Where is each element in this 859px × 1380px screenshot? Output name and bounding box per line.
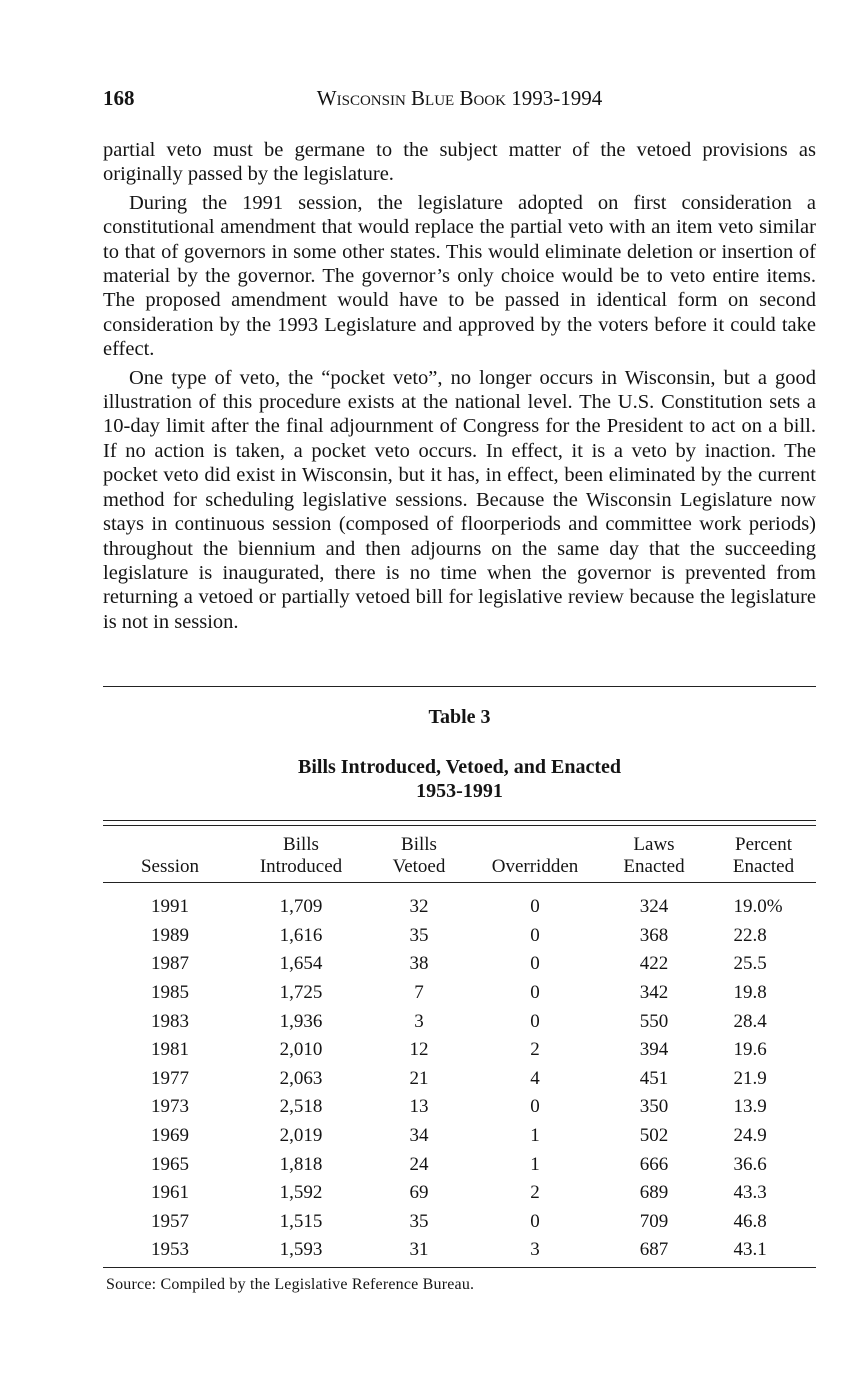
cell-session: 1973 — [151, 1096, 189, 1118]
cell-enacted: 350 — [639, 1096, 669, 1118]
cell-session: 1977 — [151, 1067, 189, 1089]
table-row — [103, 1065, 816, 1094]
cell-introduced: 1,818 — [279, 1153, 323, 1175]
cell-session: 1961 — [151, 1182, 189, 1204]
cell-overridden: 0 — [530, 1010, 540, 1032]
table-row — [103, 950, 816, 979]
cell-percent: 21.9 — [733, 1067, 767, 1089]
cell-overridden: 0 — [530, 924, 540, 946]
cell-introduced: 2,518 — [279, 1096, 323, 1118]
cell-enacted: 709 — [639, 1210, 669, 1232]
cell-introduced: 1,592 — [279, 1182, 323, 1204]
cell-overridden: 2 — [530, 1182, 540, 1204]
cell-enacted: 687 — [639, 1239, 669, 1261]
table-row — [103, 1150, 816, 1179]
table-row — [103, 979, 816, 1008]
cell-vetoed: 35 — [409, 1210, 429, 1232]
cell-session: 1981 — [151, 1039, 189, 1061]
cell-vetoed: 69 — [409, 1182, 429, 1204]
cell-introduced: 1,654 — [279, 953, 323, 975]
cell-enacted: 324 — [639, 896, 669, 918]
bills-table — [103, 834, 816, 1265]
table-body — [103, 883, 816, 1265]
cell-percent: 19.8 — [733, 982, 767, 1004]
table-title-block — [103, 755, 816, 803]
cell-vetoed: 24 — [409, 1153, 429, 1175]
table-row — [103, 1093, 816, 1122]
table-title: Bills Introduced, Vetoed, and Enacted — [297, 756, 622, 778]
cell-vetoed: 32 — [409, 896, 429, 918]
paragraph-amendment: During the 1991 session, the legislature adopted on first consideration a constitutional amendment that would replace the partial veto with an item veto similar to that of governors in some other states. This would eliminate deletion or insertion of material by the governor. The governor’s only choice would be to veto entire items. The proposed amendment would have to be passed in identical form on second consideration by the 1993 Legislature and approved by the voters before it could take effect. — [103, 191, 816, 361]
header-laws-enacted: Laws Enacted — [623, 834, 685, 877]
cell-enacted: 502 — [639, 1125, 669, 1147]
page-number: 168 — [103, 86, 135, 110]
cell-overridden: 0 — [530, 1096, 540, 1118]
cell-enacted: 368 — [639, 924, 669, 946]
cell-percent: 25.5 — [733, 953, 767, 975]
cell-percent: 22.8 — [733, 924, 767, 946]
table-top-rule-double — [103, 825, 816, 826]
cell-enacted: 394 — [639, 1039, 669, 1061]
table-number: Table 3 — [428, 706, 491, 728]
body-text — [103, 138, 816, 638]
header-bills-introduced: Bills Introduced — [259, 834, 343, 877]
cell-percent: 13.9 — [733, 1096, 767, 1118]
cell-vetoed: 3 — [414, 1010, 424, 1032]
cell-enacted: 451 — [639, 1067, 669, 1089]
cell-vetoed: 21 — [409, 1067, 429, 1089]
header-session: Session — [140, 856, 200, 877]
table-row — [103, 1122, 816, 1151]
cell-introduced: 2,063 — [279, 1067, 323, 1089]
cell-overridden: 1 — [530, 1153, 540, 1175]
table-row — [103, 1007, 816, 1036]
cell-vetoed: 34 — [409, 1125, 429, 1147]
cell-session: 1985 — [151, 982, 189, 1004]
cell-vetoed: 13 — [409, 1096, 429, 1118]
cell-percent: 36.6 — [733, 1153, 767, 1175]
cell-vetoed: 12 — [409, 1039, 429, 1061]
table-row — [103, 1208, 816, 1237]
table-header-row — [103, 834, 816, 883]
cell-introduced: 1,725 — [279, 982, 323, 1004]
book-title: Wisconsin Blue Book 1993-1994 — [316, 86, 603, 110]
cell-overridden: 1 — [530, 1125, 540, 1147]
cell-session: 1969 — [151, 1125, 189, 1147]
cell-percent: 43.1 — [733, 1239, 767, 1261]
header-percent-enacted: Percent Enacted — [732, 834, 795, 877]
table-row — [103, 922, 816, 951]
cell-overridden: 0 — [530, 982, 540, 1004]
table-row — [103, 1179, 816, 1208]
cell-session: 1957 — [151, 1210, 189, 1232]
header-bills-vetoed: Bills Vetoed — [392, 834, 446, 877]
cell-introduced: 1,593 — [279, 1239, 323, 1261]
cell-introduced: 2,010 — [279, 1039, 323, 1061]
cell-vetoed: 38 — [409, 953, 429, 975]
table-row — [103, 883, 816, 922]
cell-overridden: 0 — [530, 1210, 540, 1232]
cell-vetoed: 7 — [414, 982, 424, 1004]
cell-overridden: 0 — [530, 953, 540, 975]
cell-session: 1965 — [151, 1153, 189, 1175]
cell-session: 1983 — [151, 1010, 189, 1032]
cell-introduced: 1,616 — [279, 924, 323, 946]
cell-enacted: 550 — [639, 1010, 669, 1032]
cell-enacted: 342 — [639, 982, 669, 1004]
paragraph-continuation: partial veto must be germane to the subject matter of the vetoed provisions as originally passed by the legislature. — [103, 139, 816, 186]
cell-session: 1987 — [151, 953, 189, 975]
cell-percent: 28.4 — [733, 1010, 767, 1032]
cell-session: 1989 — [151, 924, 189, 946]
cell-introduced: 1,709 — [279, 896, 323, 918]
cell-percent: 43.3 — [733, 1182, 767, 1204]
cell-overridden: 0 — [530, 896, 540, 918]
table-top-rule — [103, 820, 816, 821]
section-divider — [103, 686, 816, 687]
running-head — [103, 86, 816, 112]
cell-overridden: 2 — [530, 1039, 540, 1061]
cell-vetoed: 35 — [409, 924, 429, 946]
header-overridden: Overridden — [491, 856, 579, 877]
cell-session: 1991 — [151, 896, 189, 918]
cell-enacted: 666 — [639, 1153, 669, 1175]
cell-percent: 46.8 — [733, 1210, 767, 1232]
cell-session: 1953 — [151, 1239, 189, 1261]
cell-percent: 19.0% — [733, 896, 783, 918]
cell-overridden: 3 — [530, 1239, 540, 1261]
cell-introduced: 2,019 — [279, 1125, 323, 1147]
table-row — [103, 1036, 816, 1065]
cell-percent: 24.9 — [733, 1125, 767, 1147]
cell-enacted: 422 — [639, 953, 669, 975]
table-source-note: Source: Compiled by the Legislative Reference Bureau. — [106, 1276, 475, 1293]
cell-overridden: 4 — [530, 1067, 540, 1089]
cell-enacted: 689 — [639, 1182, 669, 1204]
table-bottom-rule — [103, 1267, 816, 1268]
cell-percent: 19.6 — [733, 1039, 767, 1061]
cell-introduced: 1,936 — [279, 1010, 323, 1032]
paragraph-pocket-veto: One type of veto, the “pocket veto”, no longer occurs in Wisconsin, but a good illustration of this procedure exists at the national level. The U.S. Constitution sets a 10-day limit after the final adjournment of Congress for the President to act on a bill. If no action is taken, a pocket veto occurs. In effect, it is a veto by inaction. The pocket veto did exist in Wisconsin, but it has, in effect, been eliminated by the current method for scheduling legislative sessions. Because the Wisconsin Legislature now stays in continuous session (composed of floorperiods and committee work periods) throughout the biennium and then adjourns on the same day that the succeeding legislature is inaugurated, there is no time when the governor is prevented from returning a vetoed or partially vetoed bill for legislative review because the legislature is not in session. — [103, 366, 816, 633]
cell-introduced: 1,515 — [279, 1210, 323, 1232]
cell-vetoed: 31 — [409, 1239, 429, 1261]
table-subtitle: 1953-1991 — [416, 780, 503, 802]
table-row — [103, 1236, 816, 1265]
